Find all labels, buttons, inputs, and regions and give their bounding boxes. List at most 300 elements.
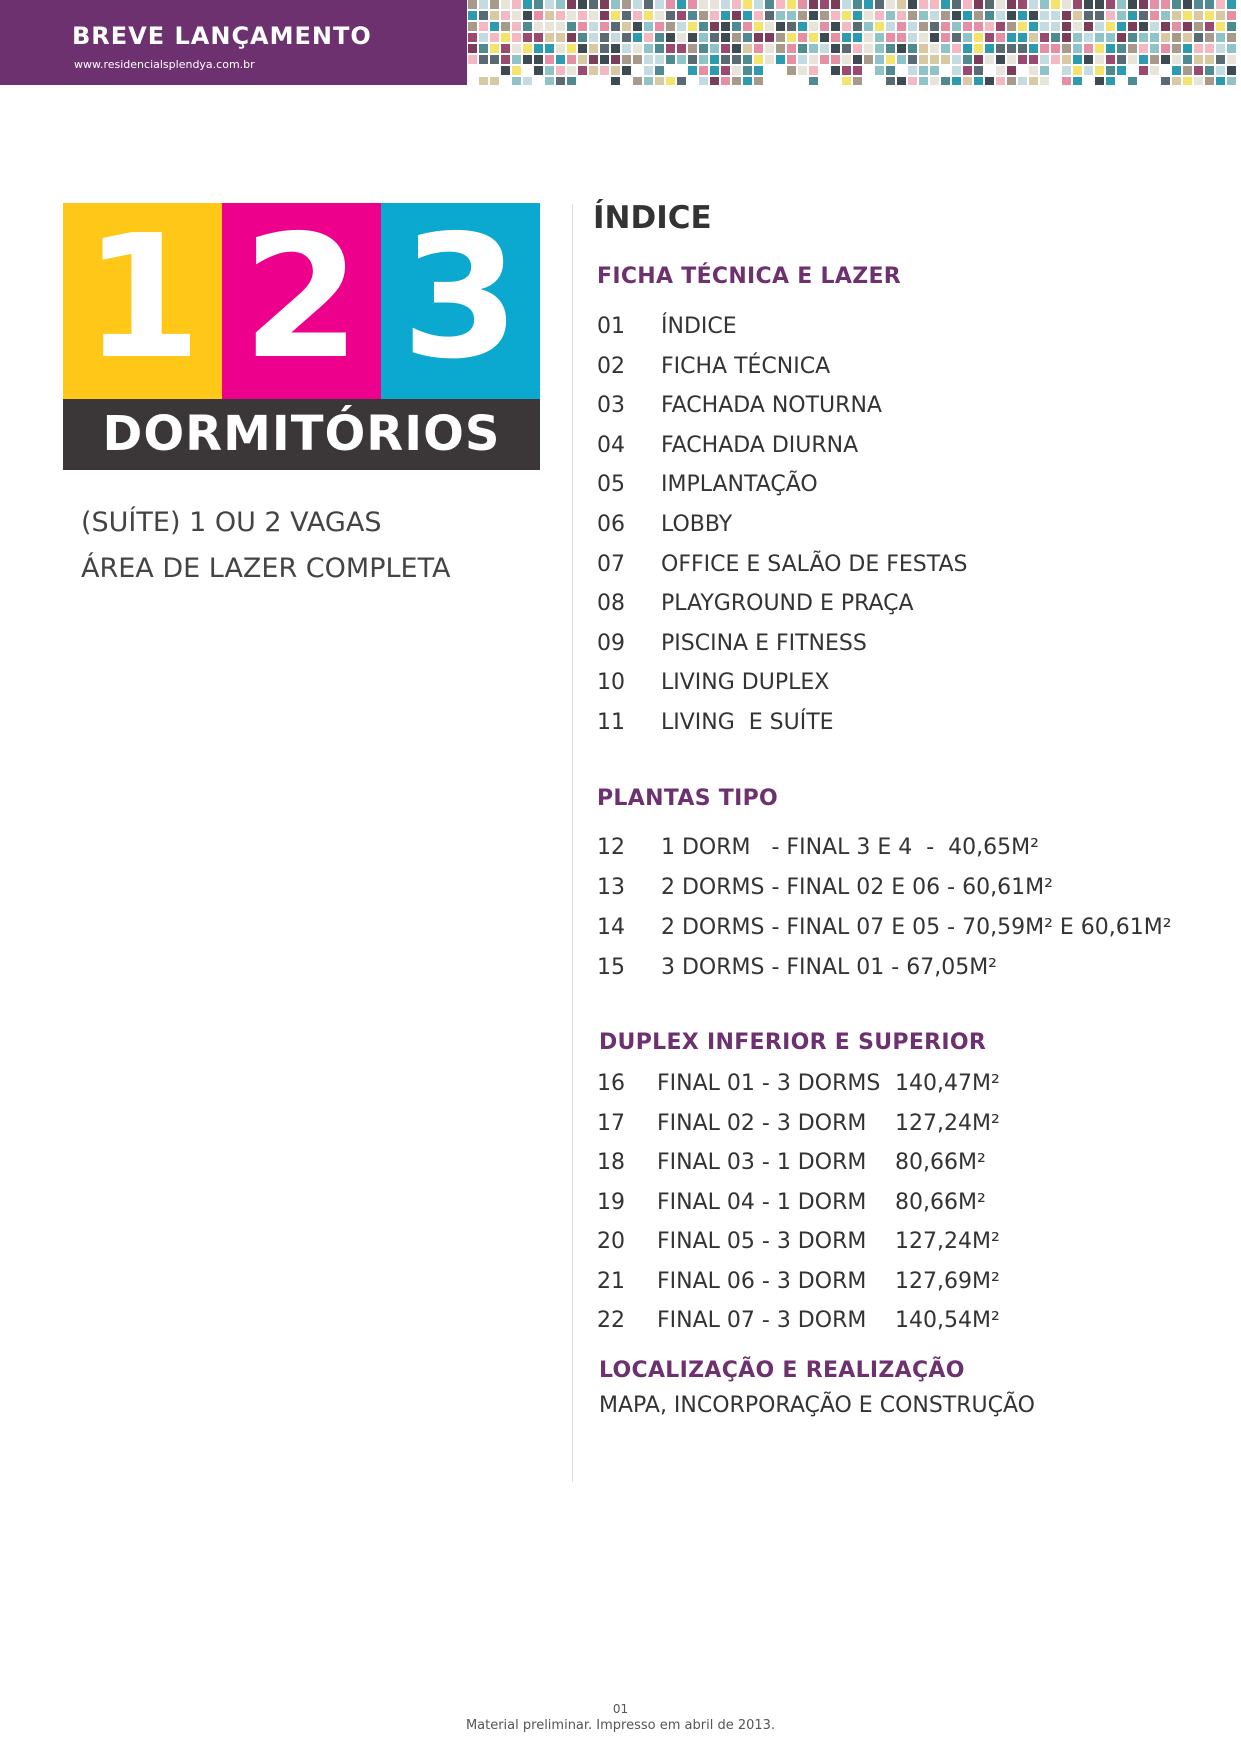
mosaic-tile: [974, 22, 983, 31]
mosaic-tile: [1183, 33, 1192, 42]
mosaic-tile: [1084, 22, 1093, 31]
mosaic-tile: [1194, 44, 1203, 53]
mosaic-tile: [534, 55, 543, 64]
mosaic-tile: [710, 55, 719, 64]
mosaic-tile: [985, 0, 994, 9]
mosaic-tile: [765, 55, 774, 64]
mosaic-tile: [666, 55, 675, 64]
mosaic-tile: [468, 44, 477, 53]
mosaic-tile: [622, 33, 631, 42]
mosaic-tile: [831, 0, 840, 9]
mosaic-tile: [567, 11, 576, 20]
mosaic-tile: [512, 66, 521, 75]
mosaic-tile: [556, 11, 565, 20]
mosaic-tile: [820, 33, 829, 42]
mosaic-tile: [1084, 11, 1093, 20]
mosaic-tile: [600, 66, 609, 75]
index-item-number: 10: [597, 670, 625, 696]
mosaic-tile: [1161, 77, 1170, 85]
mosaic-tile: [875, 33, 884, 42]
mosaic-tile: [666, 44, 675, 53]
mosaic-tile: [512, 0, 521, 9]
mosaic-tile: [853, 22, 862, 31]
mosaic-tile: [1018, 55, 1027, 64]
mosaic-tile: [611, 44, 620, 53]
mosaic-tile: [710, 33, 719, 42]
index-item-label: LIVING E SUÍTE: [661, 710, 834, 735]
mosaic-tile: [1018, 11, 1027, 20]
mosaic-tile: [1161, 22, 1170, 31]
index-item-area: 80,66M²: [895, 1150, 986, 1175]
mosaic-tile: [952, 66, 961, 75]
mosaic-tile: [798, 66, 807, 75]
mosaic-tile: [1161, 0, 1170, 9]
mosaic-tile: [501, 33, 510, 42]
mosaic-tile: [996, 33, 1005, 42]
mosaic-tile: [578, 22, 587, 31]
header-band: [0, 0, 467, 85]
mosaic-tile: [765, 44, 774, 53]
index-item-label: 1 DORM - FINAL 3 E 4 - 40,65M²: [661, 835, 1039, 860]
mosaic-tile: [908, 33, 917, 42]
mosaic-tile: [556, 66, 565, 75]
index-item-number: 04: [597, 432, 625, 458]
mosaic-tile: [930, 44, 939, 53]
mosaic-tile: [545, 77, 554, 85]
mosaic-tile: [919, 11, 928, 20]
mosaic-tile: [798, 22, 807, 31]
mosaic-tile: [677, 11, 686, 20]
mosaic-tile: [1172, 77, 1181, 85]
mosaic-tile: [1216, 0, 1225, 9]
index-item-number: 18: [597, 1150, 625, 1175]
mosaic-tile: [831, 22, 840, 31]
mosaic-tile: [798, 33, 807, 42]
mosaic-tile: [556, 77, 565, 85]
mosaic-tile: [853, 44, 862, 53]
mosaic-tile: [1007, 77, 1016, 85]
mosaic-tile: [930, 33, 939, 42]
mosaic-tile: [908, 11, 917, 20]
mosaic-tile: [930, 11, 939, 20]
mosaic-tile: [655, 22, 664, 31]
mosaic-tile: [1040, 33, 1049, 42]
mosaic-tile: [1040, 77, 1049, 85]
mosaic-tile: [1073, 33, 1082, 42]
mosaic-tile: [1183, 66, 1192, 75]
mosaic-tile: [589, 22, 598, 31]
mosaic-tile: [798, 0, 807, 9]
mosaic-tile: [963, 33, 972, 42]
mosaic-tile: [699, 66, 708, 75]
mosaic-tile: [1150, 22, 1159, 31]
mosaic-tile: [600, 33, 609, 42]
mosaic-tile: [1117, 0, 1126, 9]
mosaic-tile: [468, 0, 477, 9]
mosaic-tile: [545, 22, 554, 31]
mosaic-tile: [600, 55, 609, 64]
mosaic-tile: [1084, 0, 1093, 9]
mosaic-tile: [611, 11, 620, 20]
mosaic-tile: [886, 44, 895, 53]
mosaic-tile: [1051, 0, 1060, 9]
mosaic-tile: [1073, 44, 1082, 53]
index-item-label: OFFICE E SALÃO DE FESTAS: [661, 551, 968, 577]
mosaic-tile: [1117, 66, 1126, 75]
mosaic-tile: [1007, 0, 1016, 9]
index-item-label: FACHADA DIURNA: [661, 432, 859, 458]
index-item-number: 15: [597, 955, 625, 980]
mosaic-tile: [732, 22, 741, 31]
mosaic-tile: [1095, 22, 1104, 31]
index-item-label: FINAL 04 - 1 DORM: [657, 1189, 867, 1215]
mosaic-tile: [1172, 44, 1181, 53]
footer-note: Material preliminar. Impresso em abril de 2013.: [465, 1718, 776, 1733]
mosaic-tile: [1051, 33, 1060, 42]
mosaic-tile: [688, 11, 697, 20]
mosaic-tile: [1128, 0, 1137, 9]
mosaic-tile: [897, 77, 906, 85]
mosaic-tile: [941, 0, 950, 9]
mosaic-tile: [985, 44, 994, 53]
mosaic-tile: [941, 33, 950, 42]
mosaic-tile: [534, 11, 543, 20]
mosaic-tile: [1040, 0, 1049, 9]
mosaic-tile: [952, 22, 961, 31]
index-item-label: PISCINA E FITNESS: [661, 630, 867, 656]
mosaic-tile: [589, 66, 598, 75]
mosaic-tile: [941, 55, 950, 64]
mosaic-tile: [1172, 0, 1181, 9]
mosaic-tile: [996, 22, 1005, 31]
mosaic-tile: [1205, 44, 1214, 53]
digit-three-tile: [381, 199, 540, 399]
mosaic-tile: [1018, 77, 1027, 85]
mosaic-tile: [798, 55, 807, 64]
mosaic-tile: [611, 33, 620, 42]
mosaic-tile: [754, 44, 763, 53]
mosaic-tile: [754, 55, 763, 64]
mosaic-tile: [853, 0, 862, 9]
mosaic-tile: [864, 11, 873, 20]
mosaic-tile: [501, 0, 510, 9]
mosaic-tile: [732, 66, 741, 75]
mosaic-tile: [875, 22, 884, 31]
mosaic-tile: [644, 11, 653, 20]
mosaic-tile: [688, 55, 697, 64]
mosaic-tile: [743, 22, 752, 31]
mosaic-tile: [1150, 66, 1159, 75]
mosaic-tile: [611, 22, 620, 31]
mosaic-tile: [512, 11, 521, 20]
mosaic-tile: [809, 11, 818, 20]
index-item-label: FINAL 01 - 3 DORMS: [657, 1071, 881, 1096]
mosaic-tile: [490, 55, 499, 64]
index-item-label: FICHA TÉCNICA: [661, 353, 831, 379]
mosaic-tile: [578, 33, 587, 42]
mosaic-tile: [1216, 77, 1225, 85]
mosaic-tile: [677, 77, 686, 85]
mosaic-tile: [930, 77, 939, 85]
digit-two: 2: [242, 199, 361, 397]
digit-one: 1: [83, 199, 202, 397]
mosaic-tile: [1062, 66, 1071, 75]
mosaic-tile: [666, 11, 675, 20]
mosaic-tile: [886, 11, 895, 20]
index-item-area: 127,24M²: [895, 1229, 1000, 1254]
mosaic-tile: [512, 55, 521, 64]
mosaic-tile: [1139, 11, 1148, 20]
index-item-label: FINAL 03 - 1 DORM: [657, 1150, 867, 1175]
mosaic-tile: [721, 77, 730, 85]
mosaic-tile: [908, 44, 917, 53]
mosaic-tile: [1106, 66, 1115, 75]
mosaic-tile: [1106, 22, 1115, 31]
index-item-number: 14: [597, 915, 625, 940]
mosaic-tile: [831, 33, 840, 42]
mosaic-tile: [930, 0, 939, 9]
mosaic-tile: [1183, 11, 1192, 20]
mosaic-tile: [809, 33, 818, 42]
mosaic-tile: [875, 55, 884, 64]
mosaic-tile: [963, 0, 972, 9]
mosaic-tile: [842, 44, 851, 53]
mosaic-tile: [556, 44, 565, 53]
mosaic-tile: [523, 33, 532, 42]
mosaic-tile: [820, 0, 829, 9]
mosaic-tile: [1205, 22, 1214, 31]
mosaic-tile: [490, 0, 499, 9]
mosaic-tile: [589, 33, 598, 42]
mosaic-tile: [710, 22, 719, 31]
mosaic-tile: [600, 22, 609, 31]
mosaic-tile: [743, 55, 752, 64]
mosaic-tile: [985, 11, 994, 20]
mosaic-tile: [534, 66, 543, 75]
mosaic-tile: [787, 22, 796, 31]
mosaic-tile: [1084, 44, 1093, 53]
mosaic-tile: [1128, 11, 1137, 20]
mosaic-tile: [1194, 77, 1203, 85]
mosaic-tile: [1161, 11, 1170, 20]
mosaic-tile: [655, 55, 664, 64]
mosaic-tile: [567, 44, 576, 53]
mosaic-tile: [743, 77, 752, 85]
mosaic-tile: [732, 77, 741, 85]
index-item-label: 2 DORMS - FINAL 07 E 05 - 70,59M² E 60,61M²: [661, 915, 1172, 940]
mosaic-tile: [831, 55, 840, 64]
column-divider: [572, 204, 573, 1482]
mosaic-tile: [952, 55, 961, 64]
mosaic-tile: [622, 44, 631, 53]
mosaic-tile: [1029, 77, 1038, 85]
mosaic-tile: [479, 22, 488, 31]
mosaic-tile: [644, 44, 653, 53]
mosaic-tile: [897, 11, 906, 20]
mosaic-tile: [1084, 33, 1093, 42]
mosaic-tile: [1029, 44, 1038, 53]
mosaic-tile: [677, 44, 686, 53]
mosaic-tile: [721, 44, 730, 53]
mosaic-tile: [985, 33, 994, 42]
mosaic-tile: [941, 11, 950, 20]
mosaic-tile: [1150, 0, 1159, 9]
mosaic-tile: [732, 55, 741, 64]
mosaic-tile: [820, 11, 829, 20]
mosaic-tile: [644, 55, 653, 64]
index-item-area: 127,69M²: [895, 1268, 1000, 1294]
mosaic-tile: [919, 55, 928, 64]
mosaic-tile: [941, 44, 950, 53]
mosaic-tile: [1062, 11, 1071, 20]
mosaic-tile: [1150, 33, 1159, 42]
mosaic-tile: [974, 44, 983, 53]
mosaic-tile: [941, 22, 950, 31]
mosaic-tile: [1205, 0, 1214, 9]
mosaic-tile: [512, 77, 521, 85]
mosaic-tile: [809, 77, 818, 85]
mosaic-tile: [875, 11, 884, 20]
mosaic-tile: [831, 11, 840, 20]
index-item-number: 05: [597, 472, 625, 498]
mosaic-tile: [501, 55, 510, 64]
mosaic-tile: [1205, 77, 1214, 85]
mosaic-tile: [666, 0, 675, 9]
mosaic-tile: [996, 66, 1005, 75]
mosaic-tile: [1150, 44, 1159, 53]
mosaic-tile: [622, 22, 631, 31]
page-number: 01: [612, 1702, 629, 1716]
mosaic-tile: [919, 77, 928, 85]
mosaic-tile: [864, 55, 873, 64]
mosaic-tile: [1172, 66, 1181, 75]
mosaic-tile: [842, 0, 851, 9]
header-url[interactable]: www.residencialsplendya.com.br: [74, 58, 255, 71]
mosaic-tile: [1183, 44, 1192, 53]
mosaic-tile: [622, 55, 631, 64]
index-item-number: 19: [597, 1189, 625, 1215]
feature-suite-vagas: (SUÍTE) 1 OU 2 VAGAS: [81, 507, 382, 538]
mosaic-tile: [699, 55, 708, 64]
section-title-ficha-tecnica: FICHA TÉCNICA E LAZER: [597, 264, 902, 289]
mosaic-tile: [1051, 44, 1060, 53]
mosaic-tile: [479, 77, 488, 85]
mosaic-tile: [1227, 77, 1236, 85]
mosaic-tile: [479, 0, 488, 9]
mosaic-tile: [479, 55, 488, 64]
mosaic-tile: [688, 33, 697, 42]
mosaic-tile: [556, 22, 565, 31]
mosaic-tile: [600, 11, 609, 20]
mosaic-tile: [1106, 11, 1115, 20]
mosaic-tile: [699, 33, 708, 42]
mosaic-tile: [545, 66, 554, 75]
mosaic-tile: [534, 22, 543, 31]
mosaic-tile: [886, 66, 895, 75]
mosaic-tile: [864, 44, 873, 53]
mosaic-tile: [1018, 0, 1027, 9]
mosaic-tile: [1073, 55, 1082, 64]
mosaic-tile: [743, 33, 752, 42]
mosaic-tile: [1073, 11, 1082, 20]
mosaic-tile: [765, 0, 774, 9]
index-item-label: FINAL 07 - 3 DORM: [657, 1308, 867, 1333]
mosaic-tile: [1183, 0, 1192, 9]
mosaic-tile: [655, 77, 664, 85]
mosaic-tile: [1117, 55, 1126, 64]
mosaic-tile: [1040, 11, 1049, 20]
mosaic-tile: [963, 66, 972, 75]
mosaic-tile: [1183, 55, 1192, 64]
mosaic-tile: [556, 55, 565, 64]
mosaic-tile: [1073, 0, 1082, 9]
mosaic-tile: [1084, 66, 1093, 75]
mosaic-tile: [556, 0, 565, 9]
mosaic-tile: [710, 0, 719, 9]
section-title-localizacao: LOCALIZAÇÃO E REALIZAÇÃO: [599, 1358, 965, 1383]
mosaic-tile: [721, 33, 730, 42]
mosaic-tile: [501, 22, 510, 31]
mosaic-tile: [963, 11, 972, 20]
index-item-label: ÍNDICE: [661, 314, 737, 339]
mosaic-tile: [732, 44, 741, 53]
mosaic-tile: [754, 22, 763, 31]
index-item-number: 12: [597, 835, 625, 860]
mosaic-tile: [1161, 33, 1170, 42]
mosaic-tile: [1029, 11, 1038, 20]
mosaic-tile: [633, 33, 642, 42]
mosaic-tile: [864, 33, 873, 42]
mosaic-tile: [589, 44, 598, 53]
mosaic-tile: [1106, 44, 1115, 53]
mosaic-tile: [864, 22, 873, 31]
mosaic-tile: [963, 77, 972, 85]
mosaic-tile: [897, 22, 906, 31]
mosaic-tile: [1062, 44, 1071, 53]
mosaic-tile: [1051, 22, 1060, 31]
index-item-number: 03: [597, 393, 625, 419]
mosaic-tile: [545, 44, 554, 53]
mosaic-tile: [1051, 11, 1060, 20]
mosaic-tile: [1040, 66, 1049, 75]
mosaic-tile: [1029, 22, 1038, 31]
index-item-number: 11: [597, 710, 625, 735]
mosaic-tile: [677, 55, 686, 64]
mosaic-tile: [1029, 55, 1038, 64]
mosaic-tile: [908, 0, 917, 9]
mosaic-tile: [996, 77, 1005, 85]
mosaic-tile: [1062, 22, 1071, 31]
mosaic-tile: [1227, 55, 1236, 64]
mosaic-tile: [567, 33, 576, 42]
mosaic-tile: [1073, 22, 1082, 31]
mosaic-tile: [996, 11, 1005, 20]
mosaic-tile: [633, 11, 642, 20]
mosaic-tile: [1172, 22, 1181, 31]
mosaic-tile: [985, 77, 994, 85]
index-item-area: 140,54M²: [895, 1308, 1000, 1333]
mosaic-tile: [1117, 11, 1126, 20]
mosaic-tile: [886, 55, 895, 64]
mosaic-tile: [787, 44, 796, 53]
mosaic-tile: [1106, 77, 1115, 85]
dormitorios-label: DORMITÓRIOS: [63, 399, 540, 470]
mosaic-tile: [611, 66, 620, 75]
mosaic-tile: [919, 22, 928, 31]
mosaic-tile: [1084, 55, 1093, 64]
mosaic-tile: [853, 55, 862, 64]
mosaic-tile: [743, 44, 752, 53]
